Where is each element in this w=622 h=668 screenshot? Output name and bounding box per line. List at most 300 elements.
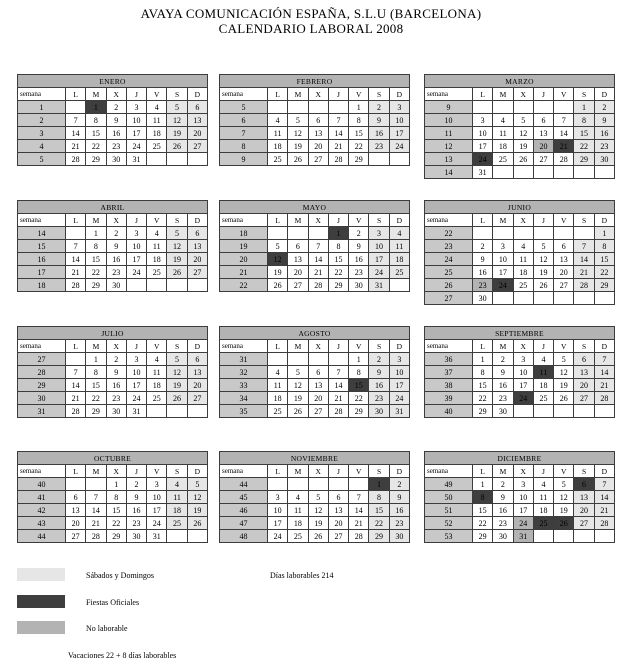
day-cell: 14	[594, 491, 614, 504]
week-row	[220, 530, 410, 543]
week-header: semana	[18, 465, 66, 478]
week-row	[18, 114, 208, 127]
week-row	[18, 153, 208, 166]
day-cell: 27	[187, 392, 207, 405]
week-number: 46	[220, 504, 268, 517]
day-cell: 17	[268, 517, 288, 530]
day-cell: 8	[86, 240, 106, 253]
month-agosto	[219, 326, 410, 418]
month-name: ABRIL	[18, 201, 208, 214]
week-number: 40	[18, 478, 66, 491]
weekday-header: V	[147, 88, 167, 101]
week-number: 23	[425, 240, 473, 253]
day-cell: 4	[533, 353, 553, 366]
day-cell: 20	[308, 392, 328, 405]
day-cell: 8	[86, 366, 106, 379]
week-number: 18	[220, 227, 268, 240]
day-cell: 22	[328, 266, 348, 279]
weekday-header: M	[493, 340, 513, 353]
weekday-header: V	[349, 214, 369, 227]
day-cell: 3	[126, 101, 146, 114]
day-cell: 26	[554, 517, 574, 530]
day-cell: 5	[533, 240, 553, 253]
weekday-header: X	[106, 214, 126, 227]
day-cell: 31	[147, 530, 167, 543]
day-cell: 31	[126, 153, 146, 166]
day-cell: 24	[389, 140, 409, 153]
day-cell: 21	[328, 140, 348, 153]
week-number: 12	[425, 140, 473, 153]
empty-day-cell	[147, 405, 167, 418]
day-cell: 2	[473, 240, 493, 253]
week-number: 33	[220, 379, 268, 392]
week-row	[220, 392, 410, 405]
weekday-header: S	[574, 88, 594, 101]
day-cell: 17	[369, 253, 389, 266]
week-row	[18, 266, 208, 279]
day-cell: 15	[349, 379, 369, 392]
week-row	[18, 240, 208, 253]
weekday-header: X	[513, 214, 533, 227]
empty-day-cell	[594, 405, 614, 418]
weekday-header: L	[268, 340, 288, 353]
day-cell: 19	[167, 127, 187, 140]
empty-day-cell	[513, 292, 533, 305]
month-name: OCTUBRE	[18, 452, 208, 465]
day-cell: 5	[167, 227, 187, 240]
empty-day-cell	[594, 530, 614, 543]
empty-day-cell	[493, 227, 513, 240]
day-cell: 18	[288, 517, 308, 530]
empty-day-cell	[389, 279, 409, 292]
day-cell: 11	[493, 127, 513, 140]
week-row	[220, 153, 410, 166]
week-row	[18, 279, 208, 292]
month-octubre	[17, 451, 208, 543]
day-cell: 6	[574, 353, 594, 366]
day-cell: 15	[328, 253, 348, 266]
week-row	[220, 266, 410, 279]
day-cell: 8	[86, 114, 106, 127]
day-cell: 30	[106, 405, 126, 418]
day-cell: 27	[574, 517, 594, 530]
day-cell: 4	[493, 114, 513, 127]
month-name: JULIO	[18, 327, 208, 340]
day-cell: 19	[554, 379, 574, 392]
day-cell: 12	[513, 127, 533, 140]
empty-day-cell	[328, 353, 348, 366]
day-cell: 18	[513, 266, 533, 279]
day-cell: 12	[268, 253, 288, 266]
day-cell: 6	[288, 240, 308, 253]
empty-day-cell	[167, 279, 187, 292]
weekday-header: J	[533, 214, 553, 227]
month-julio	[17, 326, 208, 418]
day-cell: 10	[369, 240, 389, 253]
day-cell: 28	[349, 530, 369, 543]
weekday-header: M	[493, 88, 513, 101]
weekday-header: M	[493, 214, 513, 227]
day-cell: 6	[554, 240, 574, 253]
weekday-header: V	[349, 88, 369, 101]
weekday-header: J	[328, 340, 348, 353]
day-cell: 1	[574, 101, 594, 114]
empty-day-cell	[574, 166, 594, 179]
week-row	[18, 478, 208, 491]
day-cell: 19	[288, 392, 308, 405]
empty-day-cell	[533, 405, 553, 418]
day-cell: 4	[147, 353, 167, 366]
day-cell: 4	[268, 114, 288, 127]
weekday-header: V	[147, 214, 167, 227]
day-cell: 8	[349, 366, 369, 379]
day-cell: 2	[389, 478, 409, 491]
week-number: 19	[220, 240, 268, 253]
day-cell: 14	[86, 504, 106, 517]
day-cell: 30	[473, 292, 493, 305]
day-cell: 8	[473, 491, 493, 504]
day-cell: 19	[533, 266, 553, 279]
day-cell: 29	[349, 405, 369, 418]
weekday-header: J	[126, 340, 146, 353]
week-row	[425, 491, 615, 504]
week-row	[18, 379, 208, 392]
week-number: 4	[18, 140, 66, 153]
week-row	[425, 227, 615, 240]
week-number: 11	[425, 127, 473, 140]
day-cell: 21	[308, 266, 328, 279]
week-row	[425, 504, 615, 517]
empty-day-cell	[147, 153, 167, 166]
day-cell: 22	[594, 266, 614, 279]
day-cell: 11	[513, 253, 533, 266]
day-cell: 11	[268, 379, 288, 392]
day-cell: 23	[349, 266, 369, 279]
day-cell: 15	[106, 504, 126, 517]
day-cell: 17	[513, 379, 533, 392]
week-row	[425, 127, 615, 140]
day-cell: 1	[349, 101, 369, 114]
day-cell: 30	[349, 279, 369, 292]
day-cell: 13	[574, 366, 594, 379]
vacation-days-note: Vacaciones 22 + 8 días laborables	[68, 651, 177, 660]
day-cell: 4	[167, 478, 187, 491]
day-cell: 16	[493, 379, 513, 392]
day-cell: 4	[513, 240, 533, 253]
weekday-header: D	[187, 465, 207, 478]
day-cell: 31	[369, 279, 389, 292]
day-cell: 12	[554, 366, 574, 379]
empty-day-cell	[574, 530, 594, 543]
week-header: semana	[220, 465, 268, 478]
week-number: 7	[220, 127, 268, 140]
week-row	[18, 366, 208, 379]
day-cell: 14	[66, 379, 86, 392]
day-cell: 15	[473, 379, 493, 392]
weekday-header: X	[513, 88, 533, 101]
day-cell: 21	[66, 266, 86, 279]
week-number: 45	[220, 491, 268, 504]
day-cell: 10	[126, 114, 146, 127]
day-cell: 10	[389, 366, 409, 379]
week-header: semana	[220, 340, 268, 353]
day-cell: 1	[369, 478, 389, 491]
weekday-header: V	[349, 340, 369, 353]
weekday-header: D	[187, 340, 207, 353]
day-cell: 9	[349, 240, 369, 253]
weekday-header: J	[126, 88, 146, 101]
day-cell: 18	[493, 140, 513, 153]
week-header: semana	[425, 214, 473, 227]
week-number: 50	[425, 491, 473, 504]
day-cell: 12	[308, 504, 328, 517]
day-cell: 22	[86, 392, 106, 405]
day-cell: 22	[86, 266, 106, 279]
weekday-header: J	[126, 214, 146, 227]
day-cell: 23	[126, 517, 146, 530]
empty-day-cell	[513, 101, 533, 114]
weekday-header: S	[167, 465, 187, 478]
day-cell: 13	[554, 253, 574, 266]
day-cell: 3	[389, 353, 409, 366]
day-cell: 8	[328, 240, 348, 253]
day-cell: 3	[473, 114, 493, 127]
empty-day-cell	[574, 227, 594, 240]
weekday-header: V	[554, 465, 574, 478]
weekday-header: M	[288, 214, 308, 227]
day-cell: 2	[126, 478, 146, 491]
weekday-header: J	[328, 214, 348, 227]
day-cell: 19	[513, 140, 533, 153]
weekday-header: V	[349, 465, 369, 478]
day-cell: 12	[167, 114, 187, 127]
week-header: semana	[425, 88, 473, 101]
day-cell: 25	[389, 266, 409, 279]
day-cell: 11	[147, 114, 167, 127]
day-cell: 23	[369, 140, 389, 153]
empty-day-cell	[513, 405, 533, 418]
day-cell: 18	[389, 253, 409, 266]
empty-day-cell	[533, 530, 553, 543]
day-cell: 18	[167, 504, 187, 517]
day-cell: 1	[86, 227, 106, 240]
week-row	[18, 517, 208, 530]
day-cell: 13	[574, 491, 594, 504]
day-cell: 30	[106, 153, 126, 166]
day-cell: 20	[533, 140, 553, 153]
day-cell: 24	[126, 266, 146, 279]
weekday-header: M	[86, 88, 106, 101]
month-name: DICIEMBRE	[425, 452, 615, 465]
day-cell: 29	[349, 153, 369, 166]
empty-day-cell	[308, 101, 328, 114]
week-number: 43	[18, 517, 66, 530]
day-cell: 29	[86, 153, 106, 166]
day-cell: 3	[493, 240, 513, 253]
day-cell: 18	[268, 392, 288, 405]
day-cell: 23	[106, 140, 126, 153]
week-row	[425, 114, 615, 127]
day-cell: 12	[187, 491, 207, 504]
day-cell: 2	[369, 101, 389, 114]
day-cell: 26	[554, 392, 574, 405]
month-name: AGOSTO	[220, 327, 410, 340]
day-cell: 20	[554, 266, 574, 279]
week-number: 1	[18, 101, 66, 114]
day-cell: 6	[328, 491, 348, 504]
month-noviembre	[219, 451, 410, 543]
empty-day-cell	[554, 101, 574, 114]
empty-day-cell	[328, 478, 348, 491]
day-cell: 15	[86, 379, 106, 392]
day-cell: 10	[389, 114, 409, 127]
day-cell: 30	[126, 530, 146, 543]
day-cell: 22	[86, 140, 106, 153]
day-cell: 21	[594, 379, 614, 392]
week-number: 9	[425, 101, 473, 114]
day-cell: 7	[66, 366, 86, 379]
day-cell: 2	[493, 353, 513, 366]
day-cell: 15	[594, 253, 614, 266]
weekday-header: M	[86, 465, 106, 478]
weekday-header: S	[369, 214, 389, 227]
day-cell: 11	[288, 504, 308, 517]
week-number: 22	[220, 279, 268, 292]
week-row	[425, 240, 615, 253]
day-cell: 20	[187, 379, 207, 392]
weekday-header: D	[594, 214, 614, 227]
week-row	[425, 517, 615, 530]
day-cell: 1	[86, 101, 106, 114]
weekday-header: L	[473, 88, 493, 101]
day-cell: 26	[288, 153, 308, 166]
weekday-header: D	[389, 340, 409, 353]
day-cell: 29	[369, 530, 389, 543]
day-cell: 9	[493, 491, 513, 504]
empty-day-cell	[493, 101, 513, 114]
week-number: 30	[18, 392, 66, 405]
month-mayo	[219, 200, 410, 292]
day-cell: 17	[147, 504, 167, 517]
day-cell: 9	[369, 366, 389, 379]
day-cell: 24	[513, 517, 533, 530]
day-cell: 18	[147, 253, 167, 266]
week-number: 25	[425, 266, 473, 279]
empty-day-cell	[493, 166, 513, 179]
day-cell: 6	[187, 227, 207, 240]
day-cell: 22	[473, 517, 493, 530]
day-cell: 16	[106, 253, 126, 266]
week-row	[18, 253, 208, 266]
week-number: 17	[18, 266, 66, 279]
day-cell: 7	[328, 114, 348, 127]
weekday-header: S	[369, 88, 389, 101]
empty-day-cell	[533, 227, 553, 240]
day-cell: 1	[594, 227, 614, 240]
day-cell: 22	[349, 140, 369, 153]
day-cell: 23	[493, 392, 513, 405]
day-cell: 7	[86, 491, 106, 504]
day-cell: 5	[167, 101, 187, 114]
day-cell: 26	[167, 392, 187, 405]
day-cell: 19	[308, 517, 328, 530]
day-cell: 12	[554, 491, 574, 504]
empty-day-cell	[533, 101, 553, 114]
day-cell: 13	[187, 240, 207, 253]
day-cell: 22	[106, 517, 126, 530]
empty-day-cell	[328, 101, 348, 114]
day-cell: 23	[594, 140, 614, 153]
week-number: 52	[425, 517, 473, 530]
week-number: 31	[220, 353, 268, 366]
day-cell: 5	[308, 491, 328, 504]
week-row	[220, 127, 410, 140]
weekday-header: V	[554, 88, 574, 101]
empty-day-cell	[268, 353, 288, 366]
day-cell: 7	[349, 491, 369, 504]
day-cell: 26	[167, 266, 187, 279]
day-cell: 29	[86, 405, 106, 418]
day-cell: 12	[288, 379, 308, 392]
week-row	[18, 491, 208, 504]
day-cell: 4	[389, 227, 409, 240]
week-row	[425, 292, 615, 305]
document-title: AVAYA COMUNICACIÓN ESPAÑA, S.L.U (BARCELONA)	[140, 6, 482, 21]
week-header: semana	[220, 88, 268, 101]
week-row	[425, 253, 615, 266]
month-septiembre	[424, 326, 615, 418]
day-cell: 2	[106, 353, 126, 366]
day-cell: 6	[187, 101, 207, 114]
week-number: 47	[220, 517, 268, 530]
day-cell: 10	[126, 366, 146, 379]
day-cell: 25	[147, 140, 167, 153]
day-cell: 14	[594, 366, 614, 379]
week-number: 42	[18, 504, 66, 517]
week-row	[425, 379, 615, 392]
day-cell: 25	[513, 279, 533, 292]
weekday-header: L	[473, 340, 493, 353]
weekday-header: D	[594, 340, 614, 353]
day-cell: 13	[187, 366, 207, 379]
empty-day-cell	[288, 227, 308, 240]
day-cell: 15	[369, 504, 389, 517]
day-cell: 20	[187, 253, 207, 266]
empty-day-cell	[268, 227, 288, 240]
day-cell: 21	[86, 517, 106, 530]
weekday-header: J	[328, 465, 348, 478]
weekday-header: S	[167, 340, 187, 353]
document-subtitle: CALENDARIO LABORAL 2008	[218, 21, 404, 36]
day-cell: 17	[126, 253, 146, 266]
day-cell: 17	[389, 127, 409, 140]
day-cell: 16	[369, 127, 389, 140]
day-cell: 10	[493, 253, 513, 266]
weekday-header: S	[574, 340, 594, 353]
day-cell: 9	[594, 114, 614, 127]
empty-day-cell	[533, 166, 553, 179]
day-cell: 7	[554, 114, 574, 127]
day-cell: 31	[126, 405, 146, 418]
day-cell: 7	[66, 240, 86, 253]
day-cell: 23	[106, 266, 126, 279]
empty-day-cell	[187, 405, 207, 418]
day-cell: 2	[493, 478, 513, 491]
empty-day-cell	[187, 153, 207, 166]
day-cell: 11	[167, 491, 187, 504]
week-row	[220, 279, 410, 292]
week-number: 28	[18, 366, 66, 379]
